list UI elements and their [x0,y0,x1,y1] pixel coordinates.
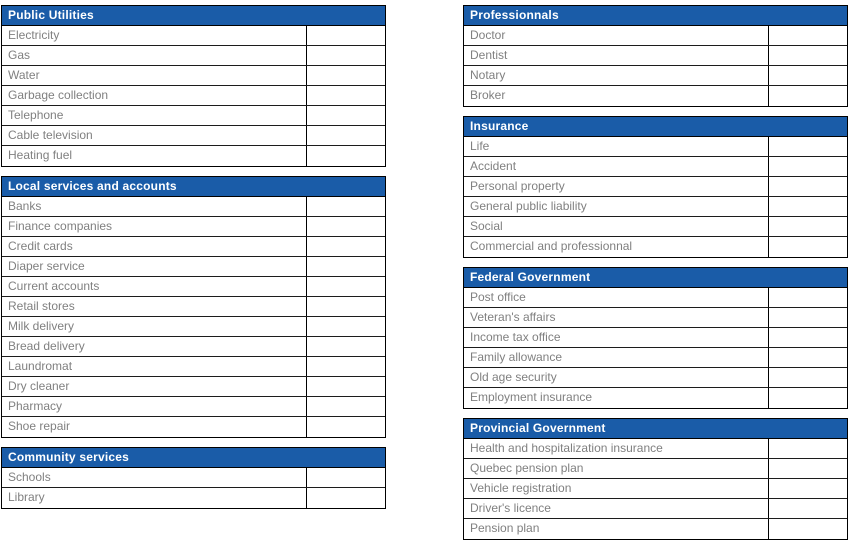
table-row [2,357,385,377]
table-row [464,348,847,368]
table-row [464,86,847,106]
table-row [464,288,847,308]
item-value-cell[interactable] [768,519,847,539]
item-value-cell[interactable] [306,26,385,45]
item-value-cell[interactable] [768,66,847,85]
item-label: Finance companies [8,219,113,233]
item-label: Commercial and professionnal [470,239,633,253]
item-value-cell[interactable] [306,257,385,276]
item-label: Telephone [8,108,64,122]
item-label: Shoe repair [8,419,71,433]
table-row [464,137,847,157]
table-title: Local services and accounts [2,177,385,197]
item-label: Broker [470,88,506,102]
item-label: Notary [470,68,506,82]
item-label: Accident [470,159,517,173]
item-value-cell[interactable] [306,297,385,316]
table-row [464,157,847,177]
item-label: Driver's licence [470,501,551,515]
table-row [2,66,385,86]
item-label: Doctor [470,28,506,42]
item-value-cell[interactable] [306,488,385,508]
item-label: Social [470,219,503,233]
table-row [2,277,385,297]
table-row [464,308,847,328]
table-row [2,257,385,277]
item-value-cell[interactable] [768,177,847,196]
table-community-services [1,447,386,509]
table-row [2,106,385,126]
table-row [2,468,385,488]
table-row [464,499,847,519]
item-value-cell[interactable] [306,377,385,396]
item-value-cell[interactable] [768,439,847,458]
table-federal-government [463,267,848,409]
item-value-cell[interactable] [768,479,847,498]
item-value-cell[interactable] [306,337,385,356]
item-label: Library [8,490,45,504]
table-row [464,479,847,499]
item-value-cell[interactable] [768,86,847,106]
table-row [2,26,385,46]
item-label: Quebec pension plan [470,461,584,475]
table-row [464,519,847,539]
item-value-cell[interactable] [306,357,385,376]
item-value-cell[interactable] [306,66,385,85]
table-row [464,26,847,46]
table-row [2,417,385,437]
table-row [2,237,385,257]
table-title: Insurance [464,117,847,137]
table-row [464,177,847,197]
table-row [2,197,385,217]
table-title: Federal Government [464,268,847,288]
table-row [464,388,847,408]
item-label: Cable television [8,128,93,142]
table-title: Professionnals [464,6,847,26]
item-value-cell[interactable] [768,237,847,257]
item-label: Dentist [470,48,508,62]
table-row [464,66,847,86]
table-row [2,146,385,166]
item-label: Personal property [470,179,565,193]
table-title: Provincial Government [464,419,847,439]
item-label: Post office [470,290,526,304]
item-label: Banks [8,199,42,213]
item-label: Family allowance [470,350,563,364]
item-label: Health and hospitalization insurance [470,441,663,455]
table-row [2,337,385,357]
item-value-cell[interactable] [306,317,385,336]
table-row [2,217,385,237]
item-label: Veteran's affairs [470,310,556,324]
item-label: Garbage collection [8,88,109,102]
checklist-column-right [463,5,848,549]
item-label: Milk delivery [8,319,75,333]
item-value-cell[interactable] [768,26,847,45]
item-value-cell[interactable] [768,288,847,307]
table-insurance [463,116,848,258]
item-label: Pharmacy [8,399,63,413]
table-provincial-government [463,418,848,540]
item-label: Pension plan [470,521,540,535]
item-value-cell[interactable] [768,217,847,236]
table-row [464,46,847,66]
table-public-utilities [1,5,386,167]
item-label: Heating fuel [8,148,73,162]
item-value-cell[interactable] [768,46,847,65]
item-value-cell[interactable] [306,86,385,105]
item-value-cell[interactable] [768,388,847,408]
item-label: Bread delivery [8,339,85,353]
item-label: Diaper service [8,259,85,273]
item-value-cell[interactable] [768,368,847,387]
table-row [464,368,847,388]
table-row [2,317,385,337]
item-value-cell[interactable] [306,46,385,65]
item-value-cell[interactable] [306,217,385,236]
item-label: Laundromat [8,359,73,373]
item-label: Gas [8,48,31,62]
table-row [2,377,385,397]
table-title: Public Utilities [2,6,385,26]
item-value-cell[interactable] [768,459,847,478]
item-value-cell[interactable] [768,157,847,176]
item-value-cell[interactable] [768,308,847,327]
table-row [464,439,847,459]
table-local-services-and-accounts [1,176,386,438]
item-label: Current accounts [8,279,100,293]
table-row [2,297,385,317]
table-row [464,197,847,217]
table-row [2,126,385,146]
item-label: Credit cards [8,239,73,253]
item-label: General public liability [470,199,587,213]
table-row [2,397,385,417]
item-label: Electricity [8,28,60,42]
item-value-cell[interactable] [768,348,847,367]
table-row [464,328,847,348]
table-row [464,237,847,257]
item-label: Dry cleaner [8,379,70,393]
item-value-cell[interactable] [768,499,847,518]
table-row [464,217,847,237]
checklist-column-left [1,5,386,518]
item-value-cell[interactable] [768,137,847,156]
table-row [2,86,385,106]
item-value-cell[interactable] [306,277,385,296]
item-value-cell[interactable] [306,197,385,216]
table-row [2,46,385,66]
item-label: Income tax office [470,330,561,344]
item-label: Vehicle registration [470,481,572,495]
item-label: Employment insurance [470,390,593,404]
item-value-cell[interactable] [306,146,385,166]
item-value-cell[interactable] [306,106,385,125]
item-value-cell[interactable] [306,468,385,487]
item-value-cell[interactable] [306,237,385,256]
table-professionnals [463,5,848,107]
item-value-cell[interactable] [768,197,847,216]
item-value-cell[interactable] [306,397,385,416]
item-label: Water [8,68,40,82]
table-row [2,488,385,508]
item-label: Old age security [470,370,557,384]
item-label: Retail stores [8,299,75,313]
item-value-cell[interactable] [306,126,385,145]
table-title: Community services [2,448,385,468]
item-value-cell[interactable] [768,328,847,347]
item-label: Schools [8,470,51,484]
item-value-cell[interactable] [306,417,385,437]
table-row [464,459,847,479]
item-label: Life [470,139,490,153]
